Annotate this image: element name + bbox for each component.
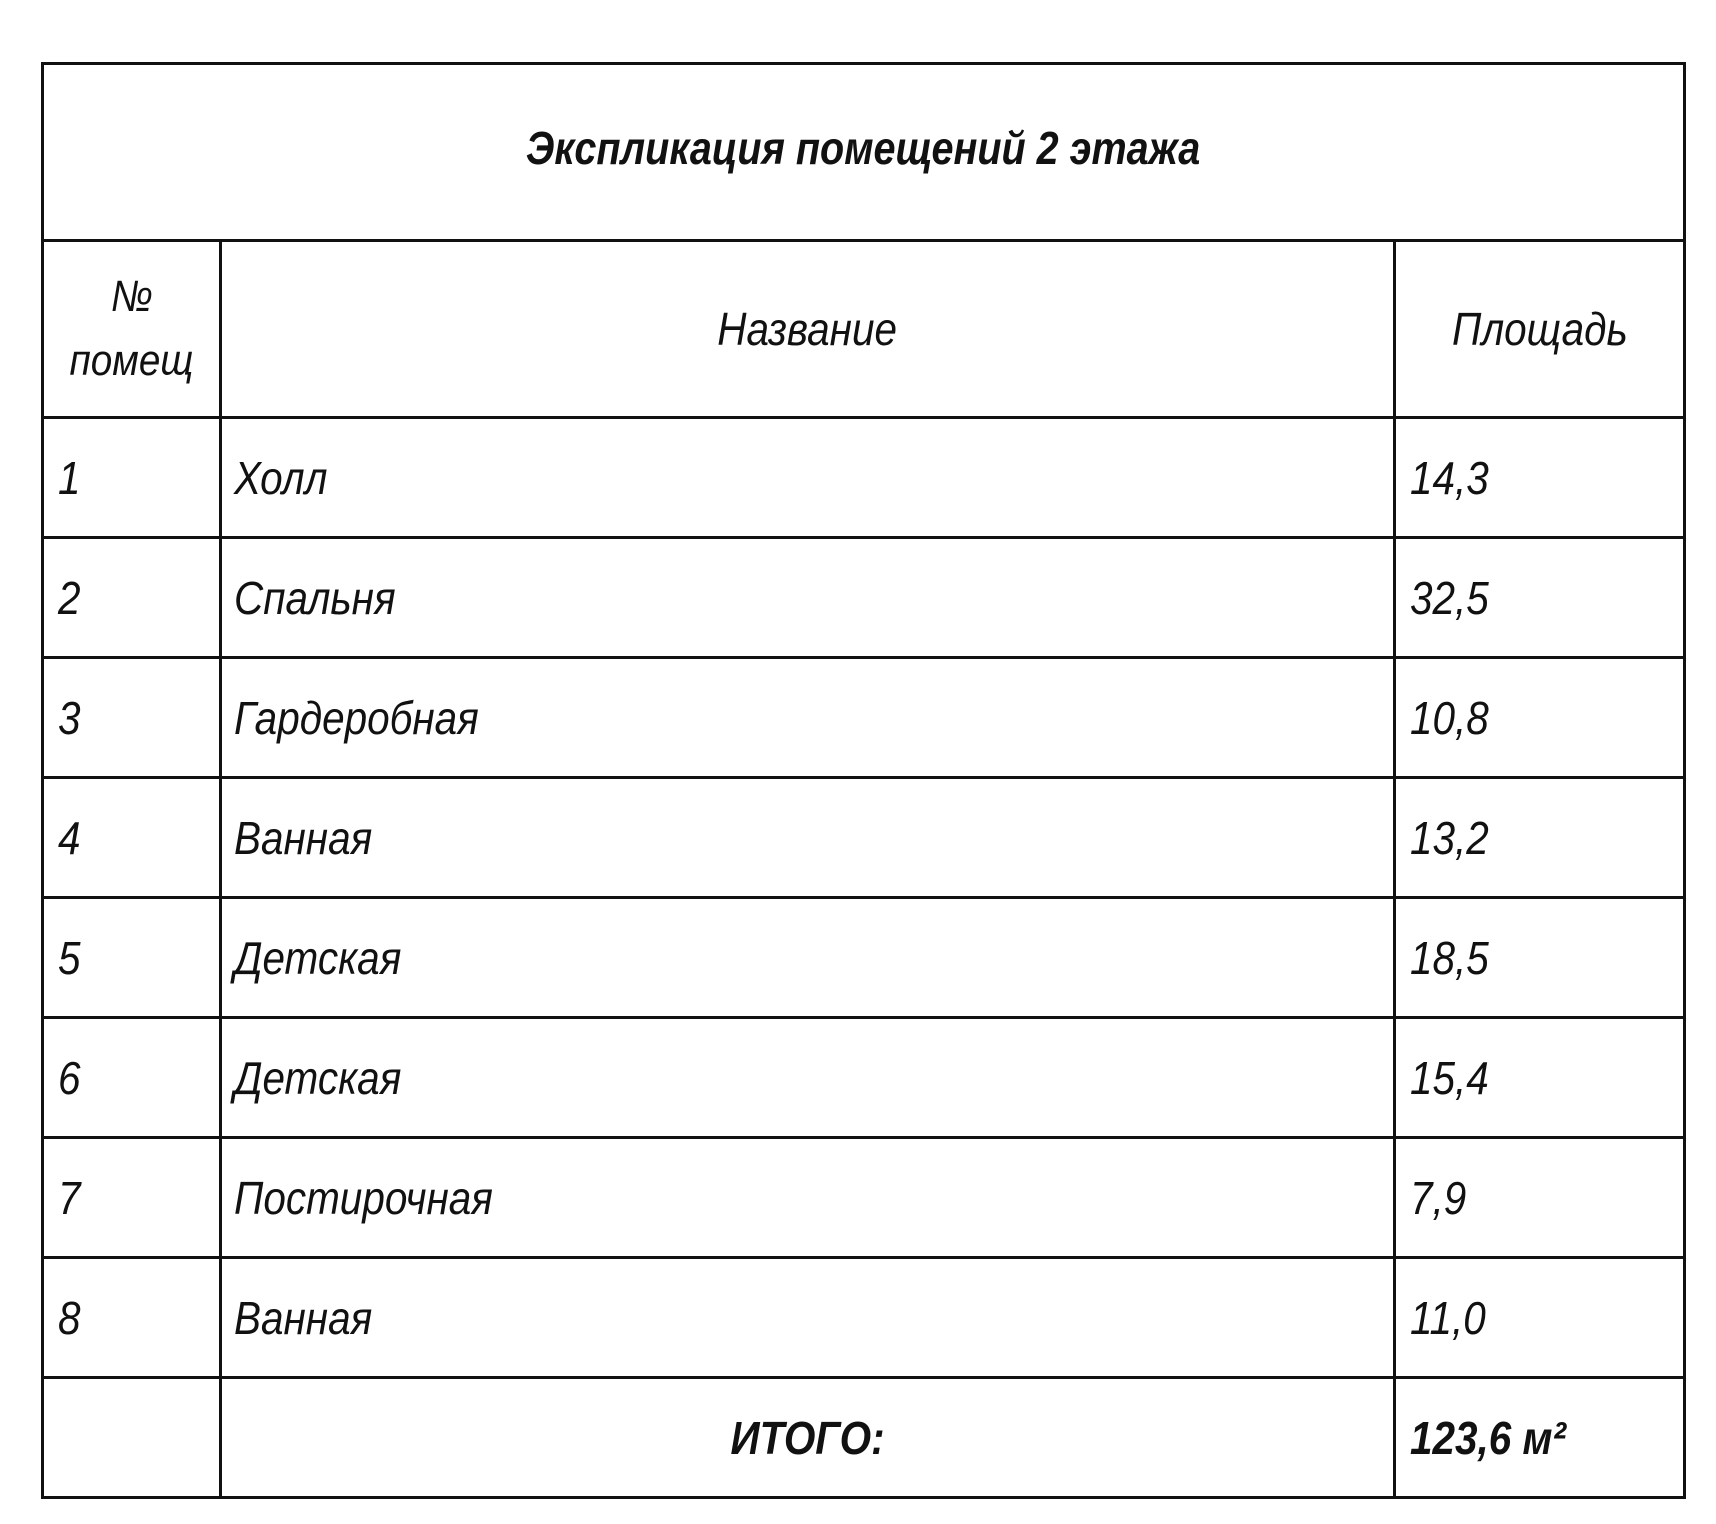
table-row bbox=[43, 418, 1685, 538]
table-row bbox=[43, 1138, 1685, 1258]
row-area-cell bbox=[1395, 1258, 1685, 1378]
row-num-cell bbox=[43, 778, 221, 898]
row-area: 10,8 bbox=[1410, 691, 1489, 744]
row-name-cell bbox=[221, 418, 1395, 538]
room-explication-table bbox=[41, 62, 1686, 1499]
row-num-cell bbox=[43, 898, 221, 1018]
row-name-cell bbox=[221, 778, 1395, 898]
total-label: ИТОГО: bbox=[730, 1411, 885, 1464]
row-num: 4 bbox=[58, 811, 81, 864]
row-num-cell bbox=[43, 1138, 221, 1258]
row-name: Холл bbox=[234, 451, 328, 504]
row-area: 14,3 bbox=[1410, 451, 1489, 504]
row-num: 3 bbox=[58, 691, 81, 744]
row-name-cell bbox=[221, 1018, 1395, 1138]
row-num-cell bbox=[43, 418, 221, 538]
table-row bbox=[43, 658, 1685, 778]
row-name: Гардеробная bbox=[234, 691, 479, 744]
row-name: Ванная bbox=[234, 811, 373, 864]
row-num: 6 bbox=[58, 1051, 81, 1104]
table-title: Экспликация помещений 2 этажа bbox=[526, 122, 1201, 174]
row-area-cell bbox=[1395, 658, 1685, 778]
total-row bbox=[43, 1378, 1685, 1498]
header-num-line2: помещ bbox=[69, 336, 194, 385]
table-title-cell bbox=[43, 64, 1685, 241]
row-num-cell bbox=[43, 1018, 221, 1138]
total-value-cell bbox=[1395, 1378, 1685, 1498]
total-empty-cell bbox=[43, 1378, 221, 1498]
row-name: Ванная bbox=[234, 1291, 373, 1344]
row-name-cell bbox=[221, 1138, 1395, 1258]
row-name-cell bbox=[221, 1258, 1395, 1378]
row-area: 15,4 bbox=[1410, 1051, 1489, 1104]
row-area: 7,9 bbox=[1410, 1171, 1467, 1224]
row-area-cell bbox=[1395, 538, 1685, 658]
row-name-cell bbox=[221, 898, 1395, 1018]
header-num-line1: № bbox=[110, 272, 153, 322]
row-area-cell bbox=[1395, 1138, 1685, 1258]
row-name-cell bbox=[221, 538, 1395, 658]
header-row bbox=[43, 241, 1685, 418]
row-name: Спальня bbox=[234, 571, 396, 624]
row-name: Детская bbox=[234, 931, 402, 984]
row-area: 18,5 bbox=[1410, 931, 1489, 984]
row-area-cell bbox=[1395, 1018, 1685, 1138]
row-num-cell bbox=[43, 658, 221, 778]
header-name: Название bbox=[717, 303, 898, 355]
row-area: 11,0 bbox=[1410, 1291, 1486, 1344]
title-row bbox=[43, 64, 1685, 241]
row-num: 1 bbox=[58, 451, 81, 504]
row-num: 8 bbox=[58, 1291, 81, 1344]
table-row bbox=[43, 538, 1685, 658]
row-area-cell bbox=[1395, 418, 1685, 538]
table-row bbox=[43, 778, 1685, 898]
table-row bbox=[43, 898, 1685, 1018]
row-area: 13,2 bbox=[1410, 811, 1489, 864]
row-name: Детская bbox=[234, 1051, 402, 1104]
header-area: Площадь bbox=[1451, 303, 1628, 355]
table-row bbox=[43, 1018, 1685, 1138]
total-label-cell bbox=[221, 1378, 1395, 1498]
header-area-cell bbox=[1395, 241, 1685, 418]
row-num: 2 bbox=[58, 571, 81, 624]
row-num-cell bbox=[43, 538, 221, 658]
row-num: 5 bbox=[58, 931, 81, 984]
table-row bbox=[43, 1258, 1685, 1378]
row-num: 7 bbox=[58, 1171, 81, 1224]
header-name-cell bbox=[221, 241, 1395, 418]
row-area: 32,5 bbox=[1410, 571, 1489, 624]
row-name: Постирочная bbox=[234, 1171, 493, 1224]
row-area-cell bbox=[1395, 778, 1685, 898]
row-num-cell bbox=[43, 1258, 221, 1378]
row-name-cell bbox=[221, 658, 1395, 778]
total-value: 123,6 м² bbox=[1410, 1411, 1566, 1464]
header-num-cell bbox=[43, 241, 221, 418]
row-area-cell bbox=[1395, 898, 1685, 1018]
